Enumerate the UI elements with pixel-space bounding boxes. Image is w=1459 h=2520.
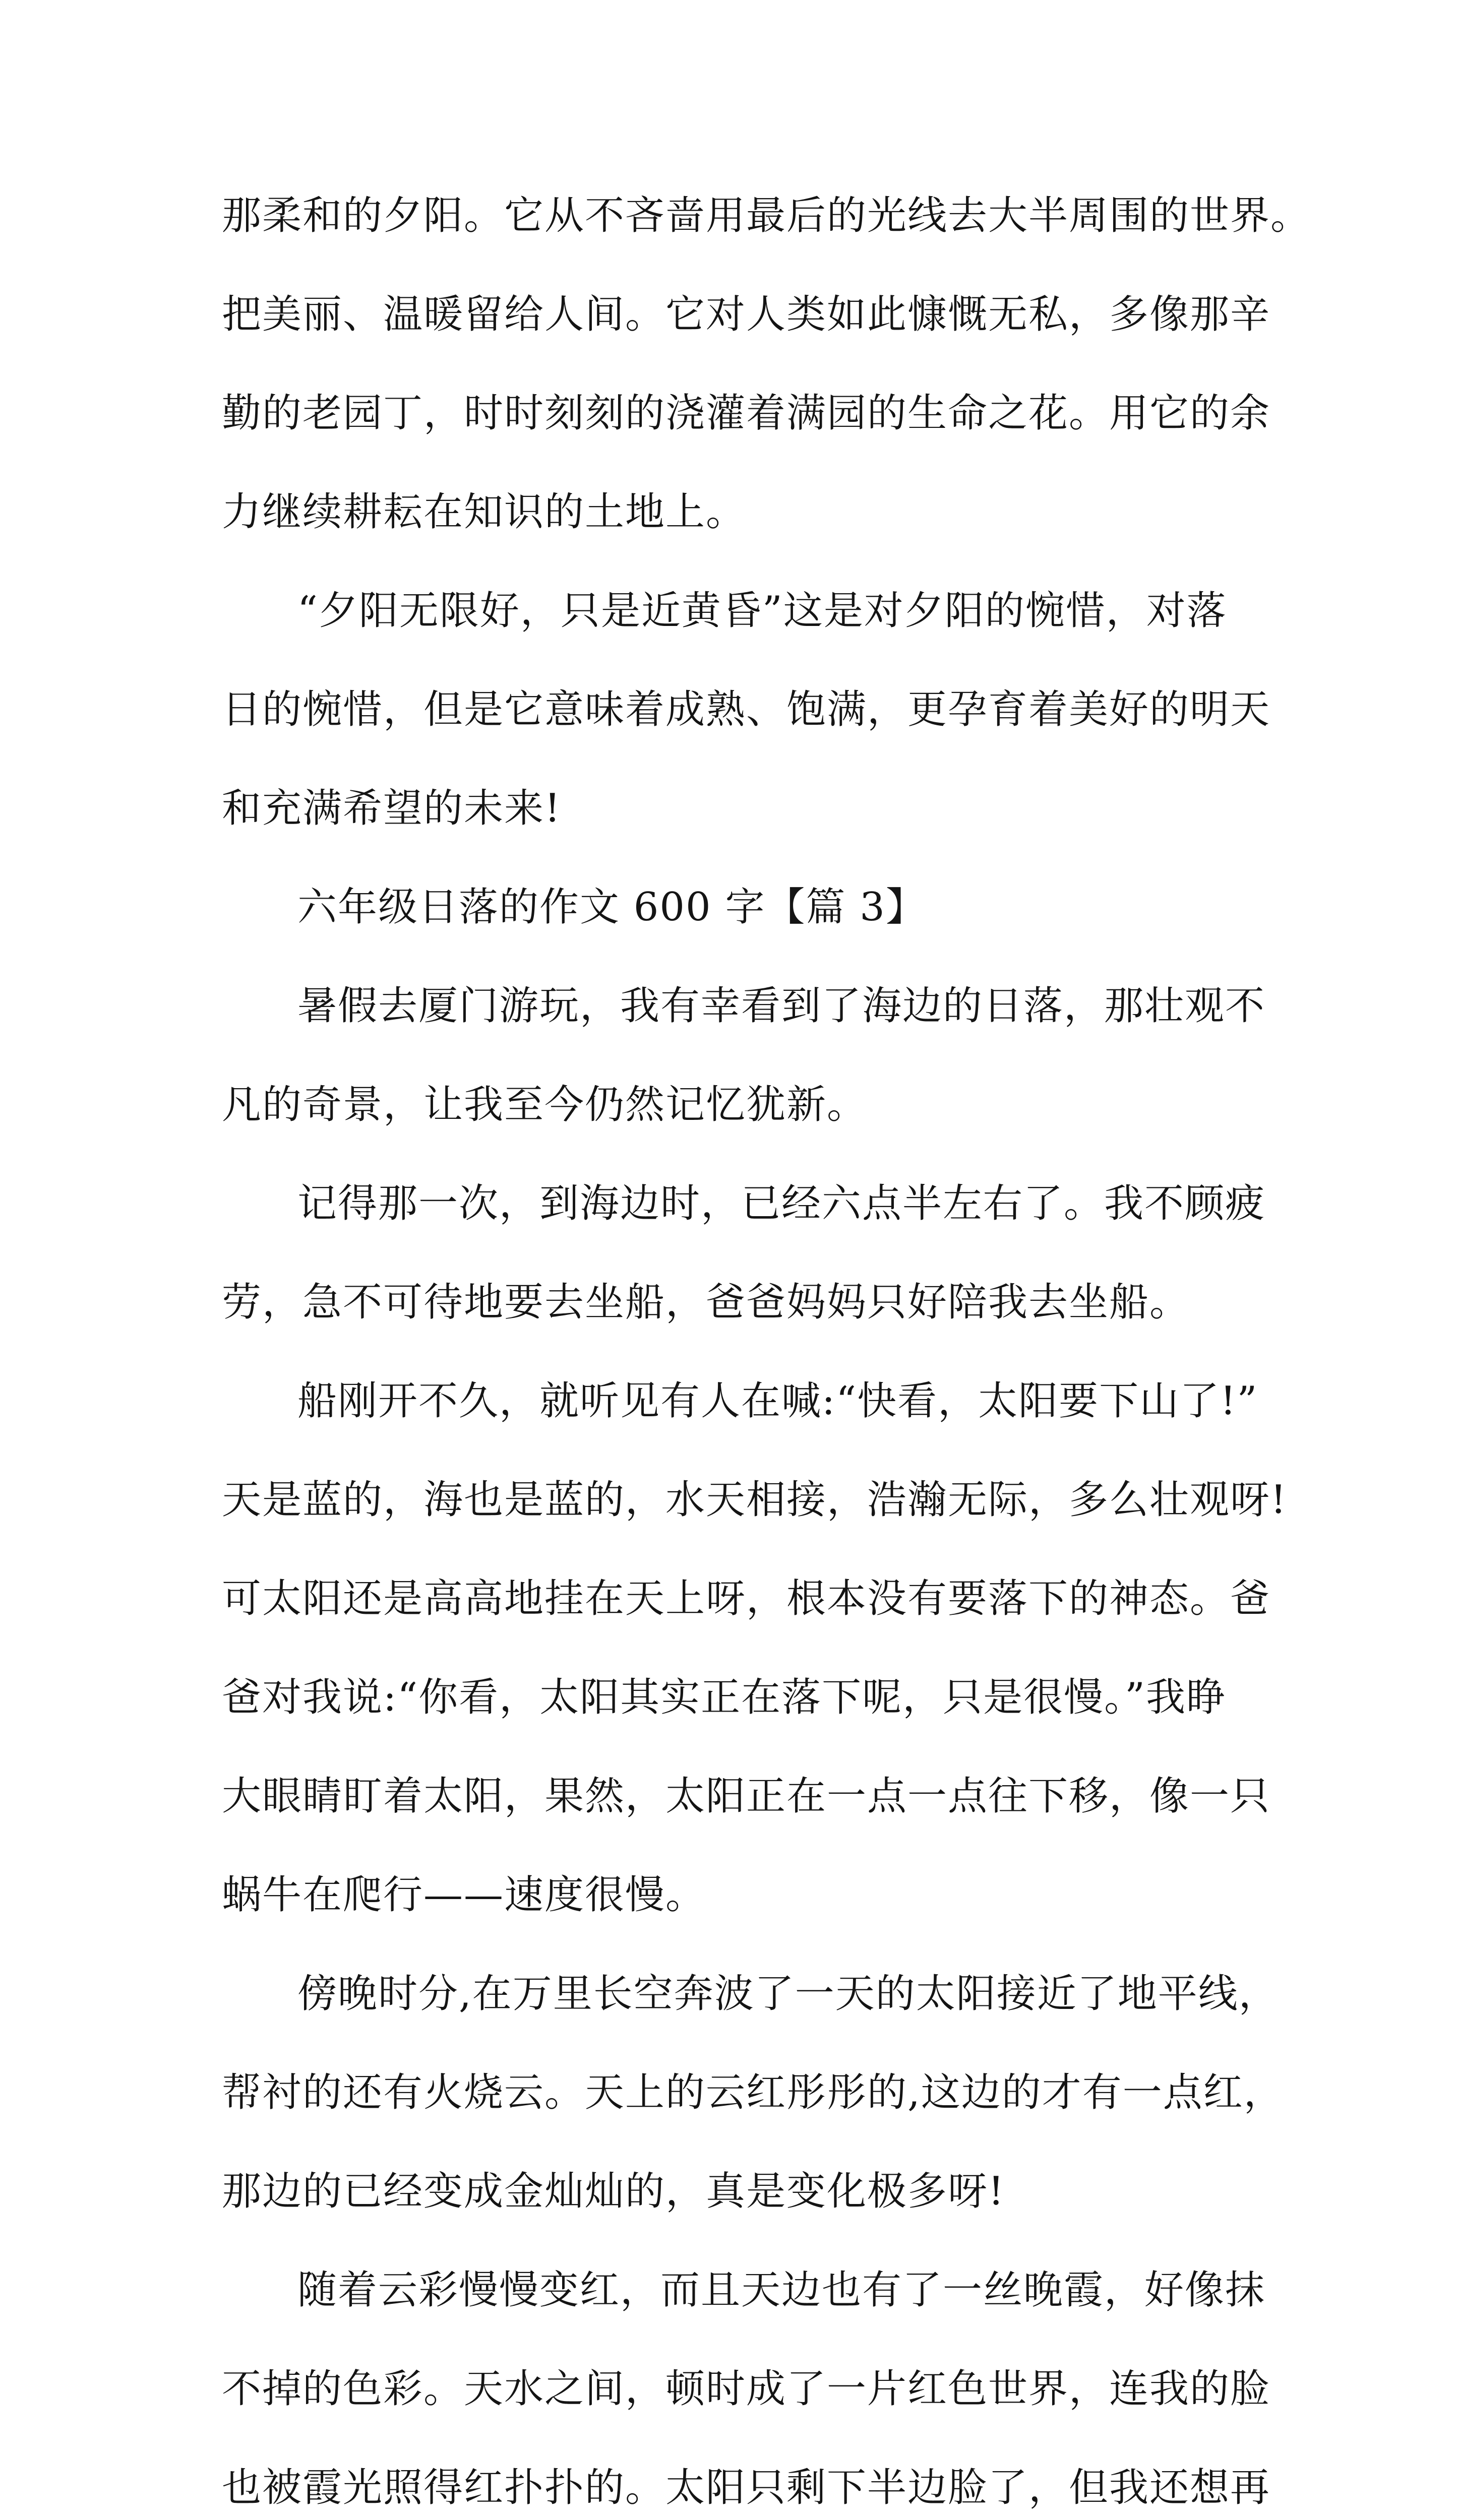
text-line: 随着云彩慢慢变红，而且天边也有了一丝晚霞，好像抹 xyxy=(297,2267,1266,2313)
text-line: 那边的已经变成金灿灿的，真是变化极多呀! xyxy=(222,2169,1005,2214)
text-line: 劳，急不可待地要去坐船，爸爸妈妈只好陪我去坐船。 xyxy=(222,1280,1190,1325)
text-line: 傍晚时分,在万里长空奔波了一天的太阳接近了地平线， xyxy=(297,1971,1279,2017)
text-line: 蜗牛在爬行——速度很慢。 xyxy=(222,1872,706,1918)
text-line: 不掉的色彩。天水之间，顿时成了一片红色世界，连我的脸 xyxy=(222,2366,1271,2412)
text-line: 记得那一次，到海边时，已经六点半左右了。我不顾疲 xyxy=(297,1181,1266,1226)
text-line: 日的惋惜，但是它意味着成熟、饱满，更孕育着美好的明天 xyxy=(222,687,1271,732)
text-line: 把美丽、温暖留给人间。它对人类如此慷慨无私，多像那辛 xyxy=(222,292,1271,337)
text-line: “夕阳无限好，只是近黄昏”这是对夕阳的惋惜，对落 xyxy=(297,588,1227,634)
text-line: 力继续耕耘在知识的土地上。 xyxy=(222,489,747,535)
text-line: 天是蓝的，海也是蓝的，水天相接，浩瀚无际，多么壮观呀! xyxy=(222,1477,1288,1523)
text-line: 船刚开不久，就听见有人在喊:“快看，太阳要下山了!” xyxy=(297,1378,1258,1424)
text-line: 帮衬的还有火烧云。天上的云红彤彤的,这边的才有一点红， xyxy=(222,2070,1284,2115)
text-line: 也被霞光照得红扑扑的。太阳只剩下半边脸了，但我还想再 xyxy=(222,2465,1271,2510)
essay-body xyxy=(222,166,1311,2520)
text-line: 大眼睛盯着太阳，果然，太阳正在一点一点往下移，像一只 xyxy=(222,1774,1271,1819)
text-line: 那柔和的夕阳。它从不吝啬用最后的光线去大半周围的世界。 xyxy=(222,193,1311,238)
text-line: 凡的奇景，让我至今仍然记忆犹新。 xyxy=(222,1082,868,1127)
text-line: 爸对我说:“你看，太阳其实正在落下呢，只是很慢。”我睁 xyxy=(222,1675,1227,1720)
text-line: 和充满希望的未来! xyxy=(222,786,562,831)
text-line: 暑假去厦门游玩，我有幸看到了海边的日落，那壮观不 xyxy=(297,983,1266,1029)
section-heading: 六年级日落的作文 600 字【篇 3】 xyxy=(297,885,926,930)
text-line: 可太阳还是高高地挂在天上呀，根本没有要落下的神态。爸 xyxy=(222,1576,1271,1621)
text-line: 勤的老园丁，时时刻刻的浇灌着满园的生命之花。用它的余 xyxy=(222,391,1271,436)
